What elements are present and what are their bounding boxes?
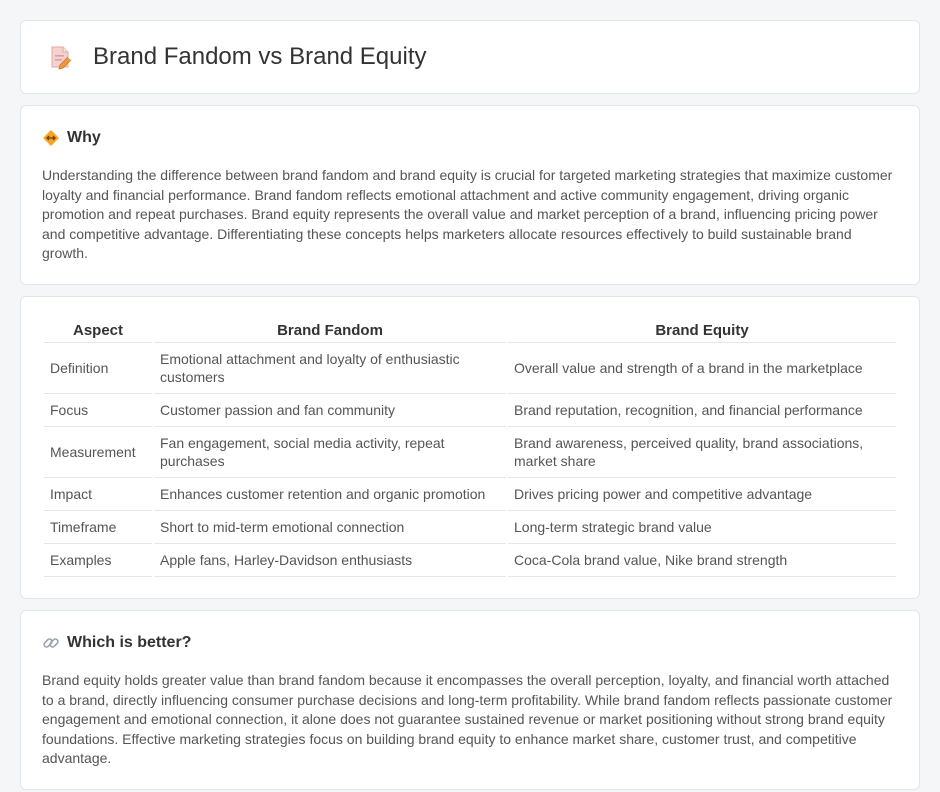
table-cell: Short to mid-term emotional connection (154, 511, 506, 544)
table-cell: Customer passion and fan community (154, 394, 506, 427)
table-row (44, 511, 896, 544)
table-cell: Enhances customer retention and organic promotion (154, 478, 506, 511)
table-cell: Brand reputation, recognition, and financial performance (508, 394, 896, 427)
table-cell: Overall value and strength of a brand in the marketplace (508, 343, 896, 394)
table-row (44, 478, 896, 511)
header-card (20, 20, 920, 94)
comparison-table (42, 318, 898, 577)
table-cell: Coca-Cola brand value, Nike brand strength (508, 544, 896, 577)
header-aspect: Aspect (44, 318, 152, 343)
table-cell: Definition (44, 343, 152, 394)
table-row (44, 343, 896, 394)
which-is-better-title: Which is better? (67, 633, 192, 651)
table-row (44, 427, 896, 478)
table-cell: Fan engagement, social media activity, repeat purchases (154, 427, 506, 478)
table-cell: Brand awareness, perceived quality, brand associations, market share (508, 427, 896, 478)
table-cell: Drives pricing power and competitive advantage (508, 478, 896, 511)
table-cell: Emotional attachment and loyalty of enthusiastic customers (154, 343, 506, 394)
table-cell: Apple fans, Harley-Davidson enthusiasts (154, 544, 506, 577)
table-row (44, 544, 896, 577)
link-icon (42, 634, 60, 652)
table-cell: Impact (44, 478, 152, 511)
diamond-arrows-icon (42, 129, 60, 147)
why-text: Understanding the difference between brand fandom and brand equity is crucial for targeted marketing strategies that maximize customer loyalty and financial performance. Brand fandom reflects emotional attachment and active community engagement, driving organic promotion and repeat purchases. Brand equity represents the overall value and market perception of a brand, influencing pricing power and competitive advantage. Differentiating these concepts helps marketers allocate resources effectively to build sustainable brand growth. (42, 167, 893, 262)
table-cell: Examples (44, 544, 152, 577)
table-row (44, 394, 896, 427)
header-brand-fandom: Brand Fandom (154, 318, 506, 343)
table-cell: Focus (44, 394, 152, 427)
which-is-better-section (20, 610, 920, 790)
which-is-better-text: Brand equity holds greater value than brand fandom because it encompasses the overall perception, loyalty, and financial worth attached to a brand, directly influencing consumer purchase decisions and long-term profitability. While brand fandom reflects passionate customer engagement and emotional connection, it alone does not guarantee sustained revenue or market positioning without strong brand equity foundations. Effective marketing strategies focus on building brand equity to enhance market share, customer trust, and competitive advantage. (42, 671, 893, 767)
why-title: Why (67, 129, 101, 146)
table-cell: Long-term strategic brand value (508, 511, 896, 544)
document-pencil-icon (47, 44, 73, 70)
page-title: Brand Fandom vs Brand Equity (93, 43, 427, 70)
table-header-row (44, 318, 896, 343)
header-brand-equity: Brand Equity (508, 318, 896, 343)
comparison-table-card (20, 296, 920, 599)
why-section (20, 105, 920, 285)
table-cell: Timeframe (44, 511, 152, 544)
table-cell: Measurement (44, 427, 152, 478)
